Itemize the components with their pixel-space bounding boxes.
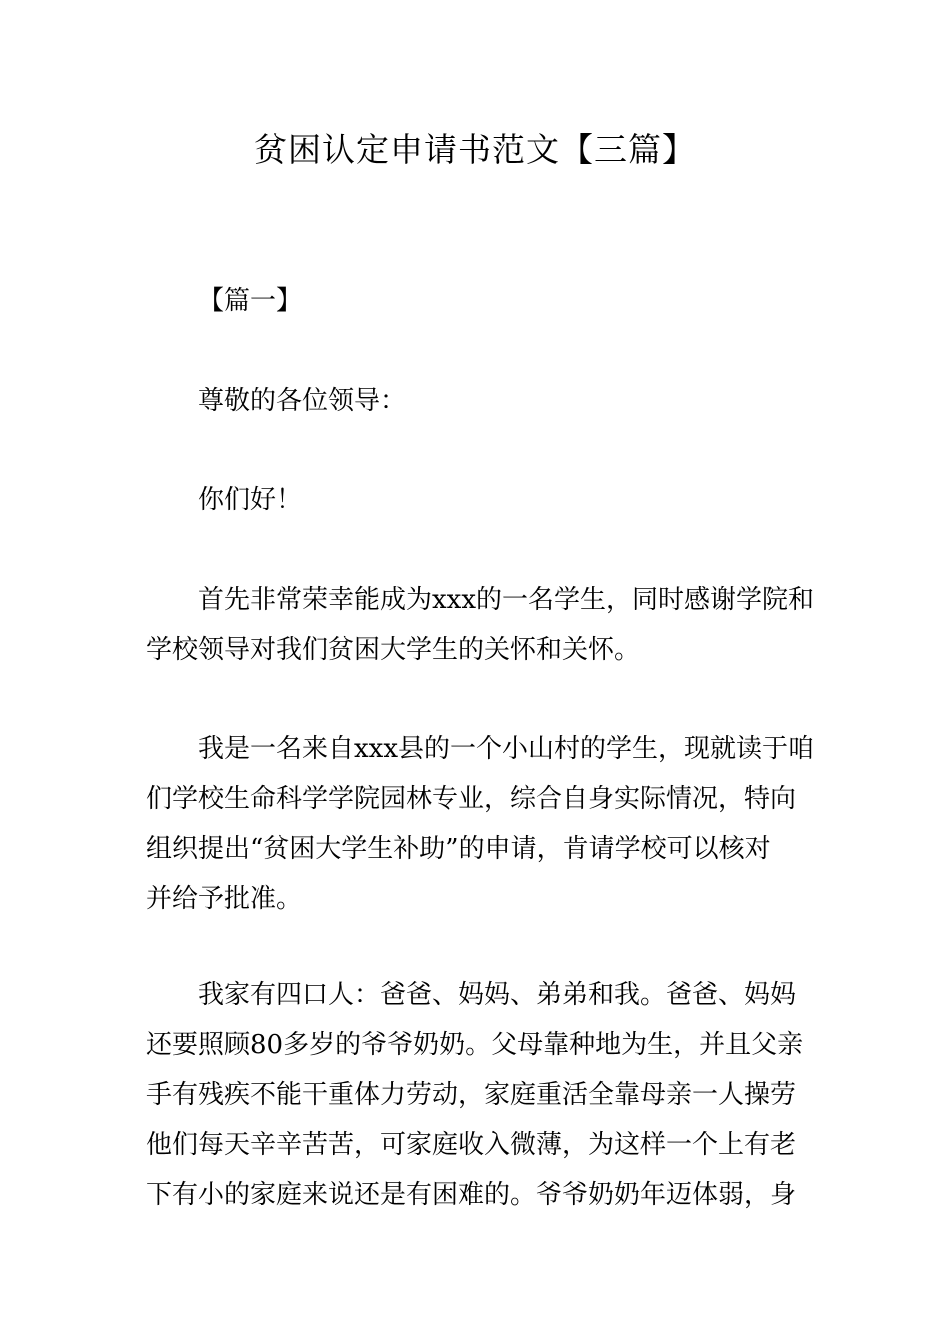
- paragraph-line: 并给予批准。: [146, 884, 303, 914]
- paragraph-line: 还要照顾80多岁的爷爷奶奶。父母靠种地为生，并且父亲: [146, 1030, 804, 1060]
- paragraph-line: 下有小的家庭来说还是有困难的。爷爷奶奶年迈体弱，身: [146, 1180, 797, 1210]
- paragraph-line: 们学校生命科学学院园林专业，综合自身实际情况，特向: [146, 784, 797, 814]
- salutation: 尊敬的各位领导：: [198, 386, 407, 416]
- paragraph-line: 我是一名来自xxx县的一个小山村的学生，现就读于咱: [198, 734, 814, 764]
- paragraph-line: 手有残疾不能干重体力劳动，家庭重活全靠母亲一人操劳: [146, 1080, 797, 1110]
- section-heading: 【篇一】: [198, 286, 303, 316]
- paragraph-line: 我家有四口人：爸爸、妈妈、弟弟和我。爸爸、妈妈: [198, 980, 797, 1010]
- paragraph-line: 学校领导对我们贫困大学生的关怀和关怀。: [146, 635, 641, 665]
- paragraph-line: 首先非常荣幸能成为xxx的一名学生，同时感谢学院和: [198, 585, 814, 615]
- paragraph: [146, 724, 814, 924]
- paragraph: [146, 970, 810, 1220]
- document-title: 贫困认定申请书范文【三篇】: [254, 130, 696, 169]
- greeting: 你们好！: [198, 485, 303, 515]
- paragraph: [146, 575, 814, 675]
- paragraph-line: 组织提出“贫困大学生补助”的申请，肯请学校可以核对: [146, 834, 771, 864]
- paragraph-line: 他们每天辛辛苦苦，可家庭收入微薄，为这样一个上有老: [146, 1130, 797, 1160]
